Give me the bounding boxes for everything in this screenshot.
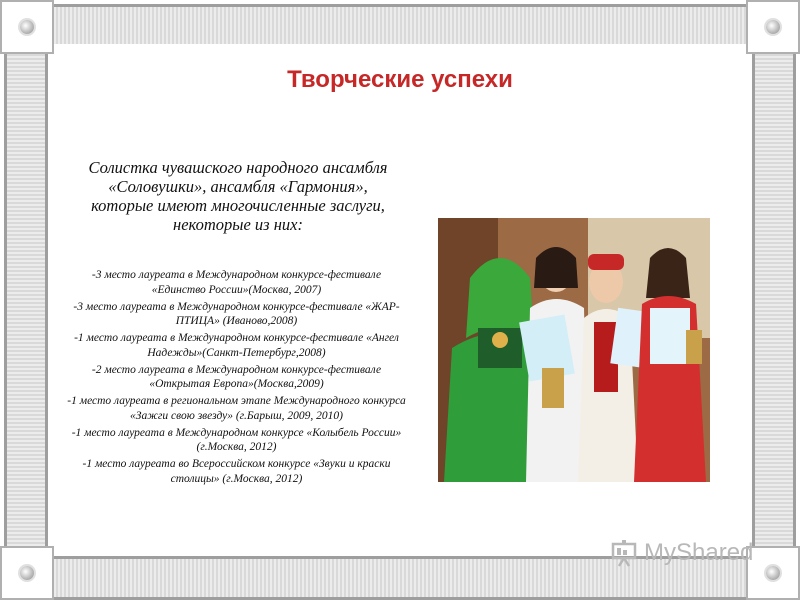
achievement-item: -1 место лауреата в Международном конкурсе-фестивале «Ангел Надежды»(Санкт-Петербург,2008) [74,332,399,359]
frame-corner-bottom-left [0,546,54,600]
corner-dot-icon [766,20,780,34]
corner-dot-icon [20,566,34,580]
intro-paragraph: Солистка чувашского народного ансамбля «Соловушки», ансамбля «Гармония», которые имеют многочисленные заслуги, некоторые из них: [88,158,388,234]
slide-title: Творческие успехи [287,66,513,93]
frame-corner-top-left [0,0,54,54]
watermark [610,538,753,568]
frame-top-bar [0,4,800,48]
group-photo [438,218,710,482]
watermark-text: MyShared [644,539,754,566]
achievement-item: -3 место лауреата в Международном конкурсе-фестивале «ЖАР-ПТИЦА» (Иваново,2008) [73,300,400,327]
frame-left-bar [4,0,48,600]
achievement-item: -2 место лауреата в Международном конкурсе-фестивале «Открытая Европа»(Москва,2009) [91,363,382,390]
achievement-item: -1 место лауреата во Всероссийском конкурсе «Звуки и краски столицы» (г.Москва, 2012) [82,458,391,485]
slide-content [54,44,754,566]
corner-dot-icon [766,566,780,580]
frame-corner-top-right [746,0,800,54]
frame-corner-bottom-right [746,546,800,600]
achievement-item: -1 место лауреата в Международном конкурсе «Колыбель России» (г.Москва, 2012) [71,426,402,453]
frame-right-bar [752,0,796,600]
presentation-board-icon [610,538,640,568]
achievement-item: -3 место лауреата в Международном конкурсе-фестивале «Единство России»(Москва, 2007) [91,269,382,296]
achievements-list [64,268,409,489]
achievement-item: -1 место лауреата в региональном этапе Международного конкурса «Зажги свою звезду» (г.Барыш, 2009, 2010) [67,395,406,422]
corner-dot-icon [20,20,34,34]
